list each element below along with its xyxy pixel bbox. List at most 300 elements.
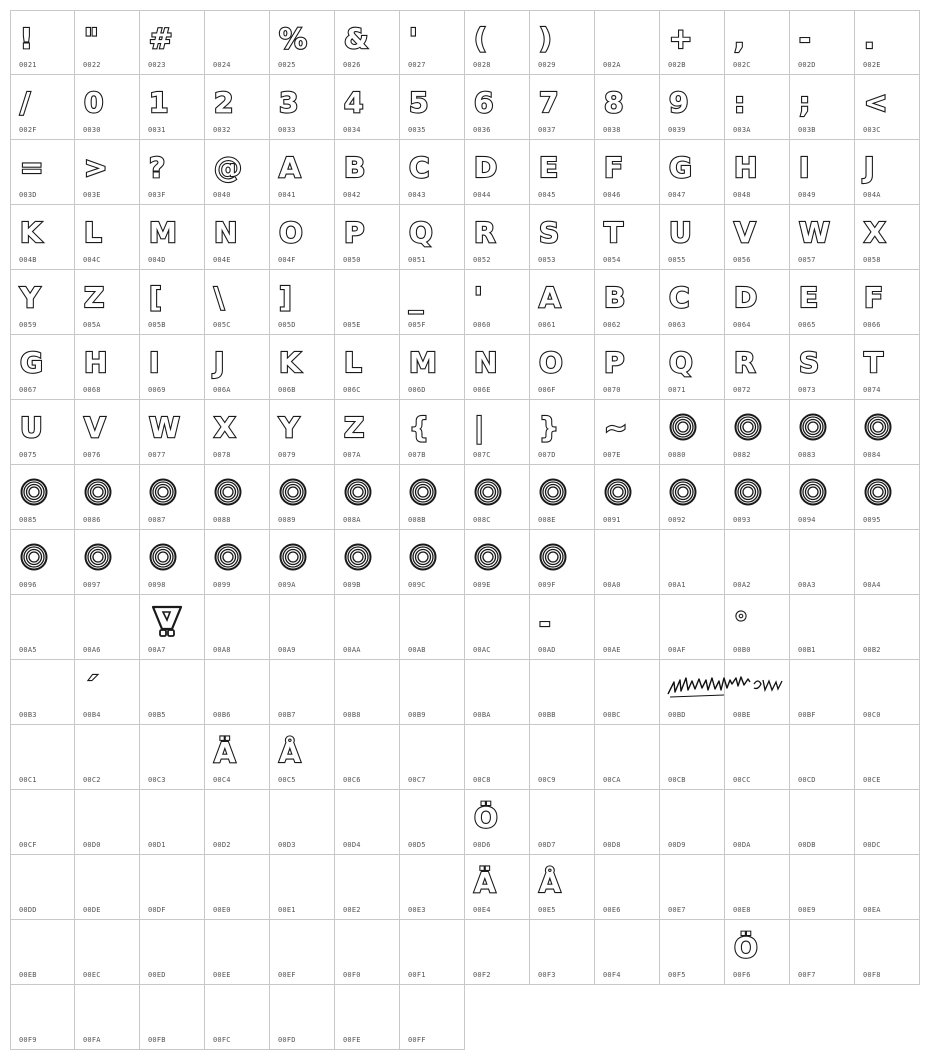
- glyph-cell: [465, 920, 530, 985]
- glyph: J: [864, 151, 875, 184]
- glyph-cell: [790, 140, 855, 205]
- glyph-code: 00CB: [668, 776, 686, 784]
- glyph-cell: [205, 530, 270, 595]
- glyph-cell: [10, 140, 75, 205]
- glyph-cell: [855, 725, 920, 790]
- glyph-cell: [400, 660, 465, 725]
- glyph-code: 009A: [278, 581, 296, 589]
- ring-icon: [798, 412, 828, 442]
- glyph-code: 0045: [538, 191, 556, 199]
- glyph: A: [539, 281, 561, 314]
- glyph-cell: [10, 725, 75, 790]
- glyph-cell: [725, 10, 790, 75]
- glyph: H: [734, 151, 758, 184]
- glyph-code: 00AF: [668, 646, 686, 654]
- glyph-cell: [855, 205, 920, 270]
- glyph-code: 004B: [19, 256, 37, 264]
- glyph-code: 0027: [408, 61, 426, 69]
- glyph-code: 006F: [538, 386, 556, 394]
- glyph-cell: [595, 335, 660, 400]
- glyph-cell: [140, 10, 205, 75]
- glyph-code: 00EC: [83, 971, 101, 979]
- glyph-cell: [335, 985, 400, 1050]
- glyph: B: [344, 151, 366, 184]
- glyph-code: 004C: [83, 256, 101, 264]
- glyph: Y: [20, 281, 41, 314]
- glyph: °: [734, 606, 748, 639]
- glyph-code: 0089: [278, 516, 296, 524]
- glyph-code: 00EF: [278, 971, 296, 979]
- glyph-code: 00C1: [19, 776, 37, 784]
- glyph-cell: [270, 270, 335, 335]
- glyph-code: 00B0: [733, 646, 751, 654]
- glyph-code: 0094: [798, 516, 816, 524]
- glyph-cell: [790, 465, 855, 530]
- glyph-cell: [140, 270, 205, 335]
- ring-icon: [83, 477, 113, 507]
- glyph-code: 008A: [343, 516, 361, 524]
- glyph: K: [279, 346, 301, 379]
- glyph-cell: [140, 985, 205, 1050]
- glyph-code: 00DB: [798, 841, 816, 849]
- glyph-code: 00A1: [668, 581, 686, 589]
- ring-icon: [343, 542, 373, 572]
- glyph-cell: [660, 335, 725, 400]
- glyph-cell: [205, 140, 270, 205]
- glyph-cell: [530, 465, 595, 530]
- glyph: B: [604, 281, 626, 314]
- glyph-cell: [270, 595, 335, 660]
- glyph-code: 0037: [538, 126, 556, 134]
- glyph: #: [149, 22, 173, 55]
- glyph-cell: [790, 790, 855, 855]
- glyph-code: 008C: [473, 516, 491, 524]
- ring-icon: [668, 477, 698, 507]
- glyph-cell: [660, 920, 725, 985]
- glyph-code: 00F5: [668, 971, 686, 979]
- glyph-cell: [790, 595, 855, 660]
- glyph-code: 00D5: [408, 841, 426, 849]
- glyph-cell: [270, 10, 335, 75]
- glyph-cell: [140, 920, 205, 985]
- glyph: M: [149, 216, 177, 249]
- glyph-code: 0051: [408, 256, 426, 264]
- glyph-cell: [10, 400, 75, 465]
- glyph: X: [864, 216, 886, 249]
- glyph-cell: [140, 790, 205, 855]
- glyph-cell: [205, 270, 270, 335]
- glyph-code: 004F: [278, 256, 296, 264]
- glyph-code: 00D9: [668, 841, 686, 849]
- glyph-cell: [10, 855, 75, 920]
- glyph-cell: [335, 205, 400, 270]
- glyph-cell: [400, 75, 465, 140]
- glyph: Å: [539, 866, 561, 899]
- glyph-code: 0091: [603, 516, 621, 524]
- glyph-code: 00E4: [473, 906, 491, 914]
- glyph: S: [539, 216, 560, 249]
- glyph-code: 003F: [148, 191, 166, 199]
- glyph-code: 0085: [19, 516, 37, 524]
- glyph-code: 00A8: [213, 646, 231, 654]
- glyph-code: 00F2: [473, 971, 491, 979]
- glyph-cell: [855, 660, 920, 725]
- ring-icon: [538, 477, 568, 507]
- glyph-code: 00D0: [83, 841, 101, 849]
- glyph-code: 00B9: [408, 711, 426, 719]
- glyph: -: [539, 606, 551, 639]
- glyph-cell: [790, 335, 855, 400]
- glyph-cell: [140, 205, 205, 270]
- glyph-cell: [205, 335, 270, 400]
- glyph-code: 00B8: [343, 711, 361, 719]
- glyph-code: 00C8: [473, 776, 491, 784]
- glyph: ;: [799, 86, 811, 119]
- glyph-code: 0056: [733, 256, 751, 264]
- glyph: ': [474, 281, 483, 314]
- glyph-code: 00A7: [148, 646, 166, 654]
- glyph: _: [409, 281, 423, 314]
- glyph-cell: [530, 10, 595, 75]
- glyph-cell: [465, 205, 530, 270]
- glyph: ): [539, 22, 552, 55]
- glyph-code: 0059: [19, 321, 37, 329]
- glyph: S: [799, 346, 820, 379]
- ring-icon: [603, 477, 633, 507]
- glyph-cell: [855, 790, 920, 855]
- glyph-cell: [855, 10, 920, 75]
- glyph-code: 0078: [213, 451, 231, 459]
- glyph-code: 0042: [343, 191, 361, 199]
- glyph-cell: [465, 530, 530, 595]
- glyph-code: 007A: [343, 451, 361, 459]
- glyph-code: 004E: [213, 256, 231, 264]
- glyph-cell: [205, 725, 270, 790]
- glyph: M: [409, 346, 437, 379]
- glyph-code: 00E7: [668, 906, 686, 914]
- glyph-cell: [595, 530, 660, 595]
- glyph-cell: [75, 985, 140, 1050]
- glyph-cell: [205, 985, 270, 1050]
- glyph-code: 003B: [798, 126, 816, 134]
- glyph-grid: [10, 10, 920, 1050]
- glyph: Ä: [214, 736, 236, 769]
- ring-icon: [213, 477, 243, 507]
- glyph: ´: [84, 671, 98, 704]
- glyph: 6: [474, 86, 494, 119]
- glyph-code: 009C: [408, 581, 426, 589]
- glyph-cell: [270, 920, 335, 985]
- glyph-cell: [465, 660, 530, 725]
- glyph-cell: [335, 335, 400, 400]
- glyph-code: 0073: [798, 386, 816, 394]
- glyph: ': [409, 22, 418, 55]
- glyph-cell: [400, 790, 465, 855]
- glyph-cell: [270, 465, 335, 530]
- glyph-cell: [530, 920, 595, 985]
- glyph-cell: [140, 140, 205, 205]
- glyph-cell: [140, 855, 205, 920]
- glyph-cell: [465, 790, 530, 855]
- glyph-cell: [335, 530, 400, 595]
- glyph-code: 00E3: [408, 906, 426, 914]
- ring-icon: [538, 542, 568, 572]
- glyph-code: 00CC: [733, 776, 751, 784]
- glyph-cell: [660, 270, 725, 335]
- glyph-code: 00DF: [148, 906, 166, 914]
- glyph-cell: [270, 335, 335, 400]
- glyph-cell: [855, 270, 920, 335]
- glyph-cell: [205, 660, 270, 725]
- glyph-code: 00BD: [668, 711, 686, 719]
- glyph: I: [799, 151, 810, 184]
- glyph: F: [864, 281, 884, 314]
- glyph-code: 00B6: [213, 711, 231, 719]
- glyph-code: 0049: [798, 191, 816, 199]
- glyph-code: 00F1: [408, 971, 426, 979]
- glyph-code: 0058: [863, 256, 881, 264]
- glyph-cell: [140, 335, 205, 400]
- glyph: <: [864, 86, 888, 119]
- glyph: Å: [279, 736, 301, 769]
- glyph-cell: [10, 530, 75, 595]
- glyph: 7: [539, 86, 559, 119]
- glyph-code: 002D: [798, 61, 816, 69]
- glyph-code: 0064: [733, 321, 751, 329]
- glyph-code: 00F7: [798, 971, 816, 979]
- glyph-code: 006C: [343, 386, 361, 394]
- glyph-cell: [400, 335, 465, 400]
- glyph: Z: [84, 281, 105, 314]
- glyph-cell: [75, 400, 140, 465]
- glyph-code: 0048: [733, 191, 751, 199]
- glyph-code: 0066: [863, 321, 881, 329]
- glyph: V: [734, 216, 756, 249]
- glyph-code: 00F6: [733, 971, 751, 979]
- glyph-cell: [530, 595, 595, 660]
- glyph-cell: [725, 400, 790, 465]
- glyph-code: 00B7: [278, 711, 296, 719]
- glyph-code: 003D: [19, 191, 37, 199]
- glyph-cell: [270, 75, 335, 140]
- glyph: O: [279, 216, 303, 249]
- ring-icon: [213, 542, 243, 572]
- glyph-code: 00F9: [19, 1036, 37, 1044]
- glyph-cell: [725, 140, 790, 205]
- glyph-cell: [595, 75, 660, 140]
- glyph: 2: [214, 86, 234, 119]
- glyph-code: 00FD: [278, 1036, 296, 1044]
- glyph-cell: [790, 855, 855, 920]
- glyph-cell: [205, 595, 270, 660]
- glyph-code: 0030: [83, 126, 101, 134]
- glyph-code: 0096: [19, 581, 37, 589]
- glyph: }: [539, 411, 559, 444]
- glyph-cell: [855, 400, 920, 465]
- glyph-cell: [725, 465, 790, 530]
- glyph-code: 0031: [148, 126, 166, 134]
- glyph: @: [214, 151, 242, 184]
- glyph-code: 0052: [473, 256, 491, 264]
- glyph: K: [20, 216, 42, 249]
- glyph-code: 0088: [213, 516, 231, 524]
- glyph-code: 00C9: [538, 776, 556, 784]
- glyph: C: [409, 151, 430, 184]
- glyph-code: 003A: [733, 126, 751, 134]
- glyph-code: 00D2: [213, 841, 231, 849]
- glyph: &: [344, 22, 369, 55]
- glyph-cell: [595, 660, 660, 725]
- glyph-code: 00F4: [603, 971, 621, 979]
- glyph: R: [474, 216, 496, 249]
- glyph-cell: [790, 75, 855, 140]
- glyph: !: [20, 22, 33, 55]
- ring-icon: [863, 477, 893, 507]
- glyph-cell: [400, 855, 465, 920]
- glyph-code: 00B4: [83, 711, 101, 719]
- glyph-code: 00C5: [278, 776, 296, 784]
- glyph: P: [344, 216, 365, 249]
- glyph-code: 0070: [603, 386, 621, 394]
- glyph-code: 0079: [278, 451, 296, 459]
- glyph-code: 009E: [473, 581, 491, 589]
- glyph-code: 00BB: [538, 711, 556, 719]
- glyph: W: [149, 411, 180, 444]
- glyph-code: 00D4: [343, 841, 361, 849]
- glyph: ~: [604, 411, 628, 444]
- glyph-code: 0034: [343, 126, 361, 134]
- glyph-cell: [465, 595, 530, 660]
- glyph-cell: [270, 140, 335, 205]
- glyph-cell: [530, 205, 595, 270]
- glyph-cell: [725, 530, 790, 595]
- glyph-code: 00FA: [83, 1036, 101, 1044]
- glyph-code: 0029: [538, 61, 556, 69]
- glyph-code: 0074: [863, 386, 881, 394]
- glyph: J: [214, 346, 225, 379]
- glyph-code: 00AB: [408, 646, 426, 654]
- glyph-cell: [725, 725, 790, 790]
- glyph-cell: [205, 790, 270, 855]
- glyph-cell: [400, 465, 465, 530]
- glyph-code: 00BA: [473, 711, 491, 719]
- glyph: G: [20, 346, 43, 379]
- glyph-cell: [10, 10, 75, 75]
- glyph-cell: [595, 920, 660, 985]
- glyph-cell: [75, 140, 140, 205]
- glyph-cell: [75, 595, 140, 660]
- glyph-cell: [660, 205, 725, 270]
- glyph-cell: [205, 920, 270, 985]
- glyph-cell: [140, 75, 205, 140]
- glyph-cell: [465, 855, 530, 920]
- glyph-cell: [660, 400, 725, 465]
- glyph: N: [474, 346, 498, 379]
- glyph-code: 003E: [83, 191, 101, 199]
- glyph-cell: [465, 335, 530, 400]
- glyph-cell: [595, 790, 660, 855]
- glyph-code: 00BE: [733, 711, 751, 719]
- glyph-code: 0086: [83, 516, 101, 524]
- glyph-code: 00E6: [603, 906, 621, 914]
- glyph-cell: [10, 920, 75, 985]
- glyph-code: 0083: [798, 451, 816, 459]
- glyph-code: 0061: [538, 321, 556, 329]
- glyph-cell: [205, 465, 270, 530]
- glyph: U: [20, 411, 43, 444]
- glyph: -: [799, 22, 811, 55]
- glyph-cell: [725, 920, 790, 985]
- ring-icon: [19, 542, 49, 572]
- glyph: F: [604, 151, 624, 184]
- section-sign-icon: [148, 603, 196, 643]
- glyph-cell: [335, 75, 400, 140]
- glyph-cell: [10, 595, 75, 660]
- glyph-cell: [400, 920, 465, 985]
- glyph: L: [84, 216, 102, 249]
- glyph-code: 005C: [213, 321, 231, 329]
- glyph-cell: [400, 985, 465, 1050]
- glyph-code: 00FF: [408, 1036, 426, 1044]
- ring-icon: [733, 412, 763, 442]
- glyph-cell: [660, 855, 725, 920]
- glyph-code: 00C4: [213, 776, 231, 784]
- ring-icon: [798, 477, 828, 507]
- glyph-cell: [790, 205, 855, 270]
- glyph-code: 0099: [213, 581, 231, 589]
- glyph-cell: [790, 920, 855, 985]
- glyph: 0: [84, 86, 104, 119]
- glyph-cell: [270, 985, 335, 1050]
- glyph-code: 002B: [668, 61, 686, 69]
- glyph-code: 0071: [668, 386, 686, 394]
- glyph-code: 0057: [798, 256, 816, 264]
- glyph-cell: [595, 465, 660, 530]
- glyph: 1: [149, 86, 169, 119]
- glyph-code: 0065: [798, 321, 816, 329]
- ring-icon: [408, 477, 438, 507]
- ring-icon: [148, 542, 178, 572]
- ring-icon: [278, 477, 308, 507]
- glyph: W: [799, 216, 830, 249]
- glyph: X: [214, 411, 236, 444]
- glyph-code: 006E: [473, 386, 491, 394]
- glyph-cell: [75, 790, 140, 855]
- glyph-code: 00B2: [863, 646, 881, 654]
- glyph-cell: [725, 270, 790, 335]
- glyph: >: [84, 151, 108, 184]
- glyph-cell: [790, 660, 855, 725]
- glyph-cell: [595, 725, 660, 790]
- glyph: H: [84, 346, 108, 379]
- ring-icon: [343, 477, 373, 507]
- glyph-code: 007E: [603, 451, 621, 459]
- glyph-code: 00C3: [148, 776, 166, 784]
- glyph-cell: [10, 270, 75, 335]
- glyph-code: 00D6: [473, 841, 491, 849]
- glyph-code: 0043: [408, 191, 426, 199]
- glyph-cell: [465, 725, 530, 790]
- glyph-cell: [595, 270, 660, 335]
- glyph-cell: [335, 725, 400, 790]
- glyph-code: 00BF: [798, 711, 816, 719]
- glyph-cell: [75, 660, 140, 725]
- glyph-cell: [595, 10, 660, 75]
- ring-icon: [473, 477, 503, 507]
- glyph: ?: [149, 151, 166, 184]
- glyph-cell: [205, 75, 270, 140]
- glyph-code: 008B: [408, 516, 426, 524]
